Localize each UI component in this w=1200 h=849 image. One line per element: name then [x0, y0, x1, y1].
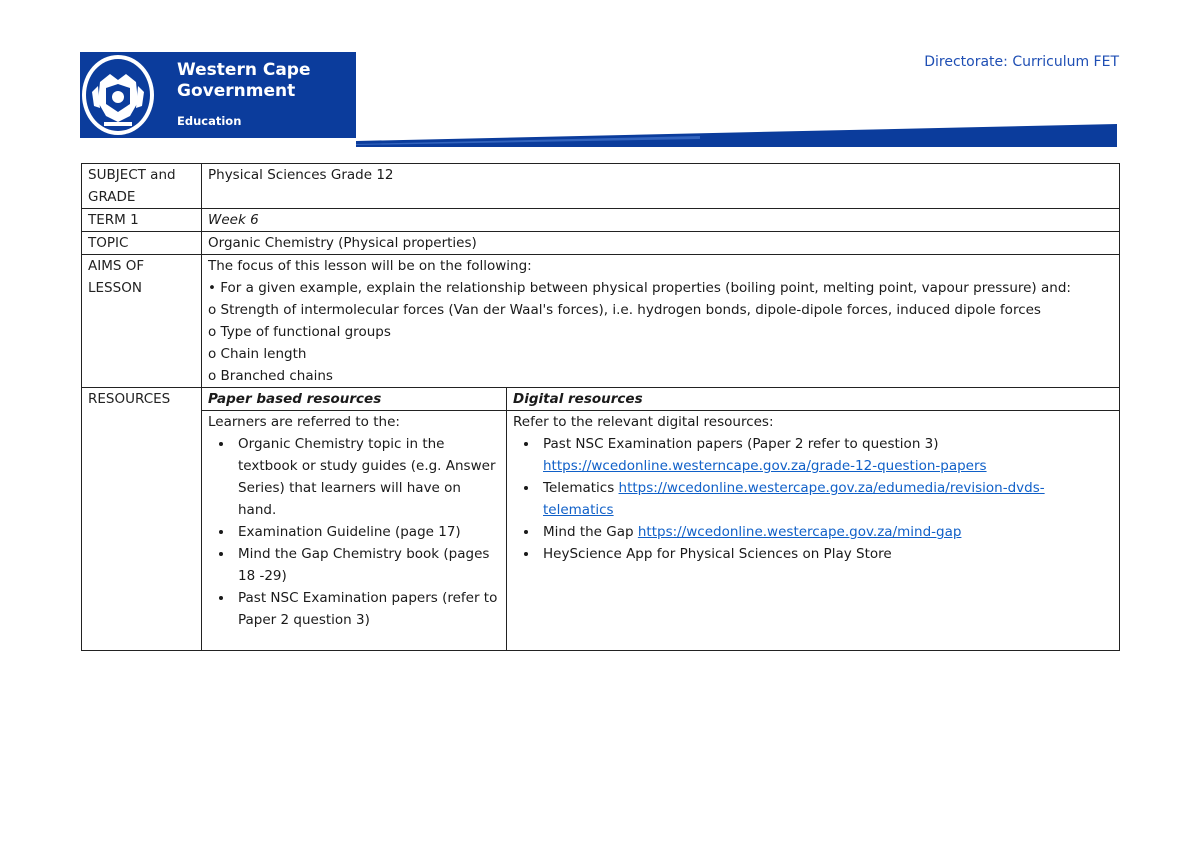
logo-line-government: Government	[177, 81, 296, 101]
item-text: Mind the Gap	[543, 524, 638, 540]
mind-the-gap-link[interactable]: https://wcedonline.westercape.gov.za/mind-gap	[637, 524, 962, 540]
digital-resources-cell	[507, 411, 1120, 651]
row-topic	[82, 232, 1120, 255]
digital-resources-list	[513, 433, 1114, 565]
subject-label: SUBJECT and GRADE	[82, 164, 202, 209]
row-term	[82, 209, 1120, 232]
aims-line: o Branched chains	[208, 368, 333, 384]
lesson-plan-table	[81, 163, 1120, 651]
row-resources-headings	[82, 388, 1120, 411]
paper-resources-list	[208, 433, 501, 631]
subject-value: Physical Sciences Grade 12	[202, 164, 1120, 209]
directorate-label: Directorate: Curriculum FET	[924, 54, 1119, 70]
item-text: HeyScience App for Physical Sciences on Play Store	[543, 546, 892, 562]
aims-line: • For a given example, explain the relationship between physical properties (boiling point, melting point, vapour pressure) and:	[208, 280, 1071, 296]
question-papers-link[interactable]: https://wcedonline.westerncape.gov.za/grade-12-question-papers	[543, 458, 987, 474]
digital-resources-heading: Digital resources	[507, 388, 1120, 411]
page-header	[0, 0, 1200, 160]
row-aims	[82, 255, 1120, 388]
row-subject	[82, 164, 1120, 209]
aims-line: o Strength of intermolecular forces (Van der Waal's forces), i.e. hydrogen bonds, dipole-dipole forces, induced dipole forces	[208, 302, 1041, 318]
paper-intro: Learners are referred to the:	[208, 414, 400, 430]
aims-label: AIMS OF LESSON	[82, 255, 202, 388]
logo-subtitle: Education	[177, 114, 242, 128]
list-item	[539, 521, 1114, 543]
paper-resources-cell	[202, 411, 507, 651]
term-value: Week 6	[202, 209, 1120, 232]
item-text: Past NSC Examination papers (Paper 2 refer to question 3)	[543, 436, 939, 452]
telematics-link[interactable]: https://wcedonline.westercape.gov.za/edumedia/revision-dvds-telematics	[543, 480, 1045, 518]
digital-intro: Refer to the relevant digital resources:	[513, 414, 774, 430]
logo-line-western-cape: Western Cape	[177, 60, 311, 80]
aims-line: o Chain length	[208, 346, 307, 362]
aims-content	[202, 255, 1120, 388]
list-item: • Organic Chemistry topic in the textbook or study guides (e.g. Answer Series) that learners will have on hand.	[234, 433, 501, 521]
list-item	[539, 543, 1114, 565]
list-item	[539, 433, 1114, 477]
list-item: • Mind the Gap Chemistry book (pages 18 -29)	[234, 543, 501, 587]
paper-resources-heading: Paper based resources	[202, 388, 507, 411]
list-item: • Examination Guideline (page 17)	[234, 521, 501, 543]
aims-line: The focus of this lesson will be on the following:	[208, 258, 532, 274]
term-label: TERM 1	[82, 209, 202, 232]
list-item: • Past NSC Examination papers (refer to Paper 2 question 3)	[234, 587, 501, 631]
aims-line: o Type of functional groups	[208, 324, 391, 340]
list-item	[539, 477, 1114, 521]
row-resources-content	[82, 411, 1120, 651]
header-band	[0, 0, 1200, 160]
topic-label: TOPIC	[82, 232, 202, 255]
topic-value: Organic Chemistry (Physical properties)	[202, 232, 1120, 255]
resources-label: RESOURCES	[82, 388, 202, 651]
item-text: Telematics	[543, 480, 619, 496]
